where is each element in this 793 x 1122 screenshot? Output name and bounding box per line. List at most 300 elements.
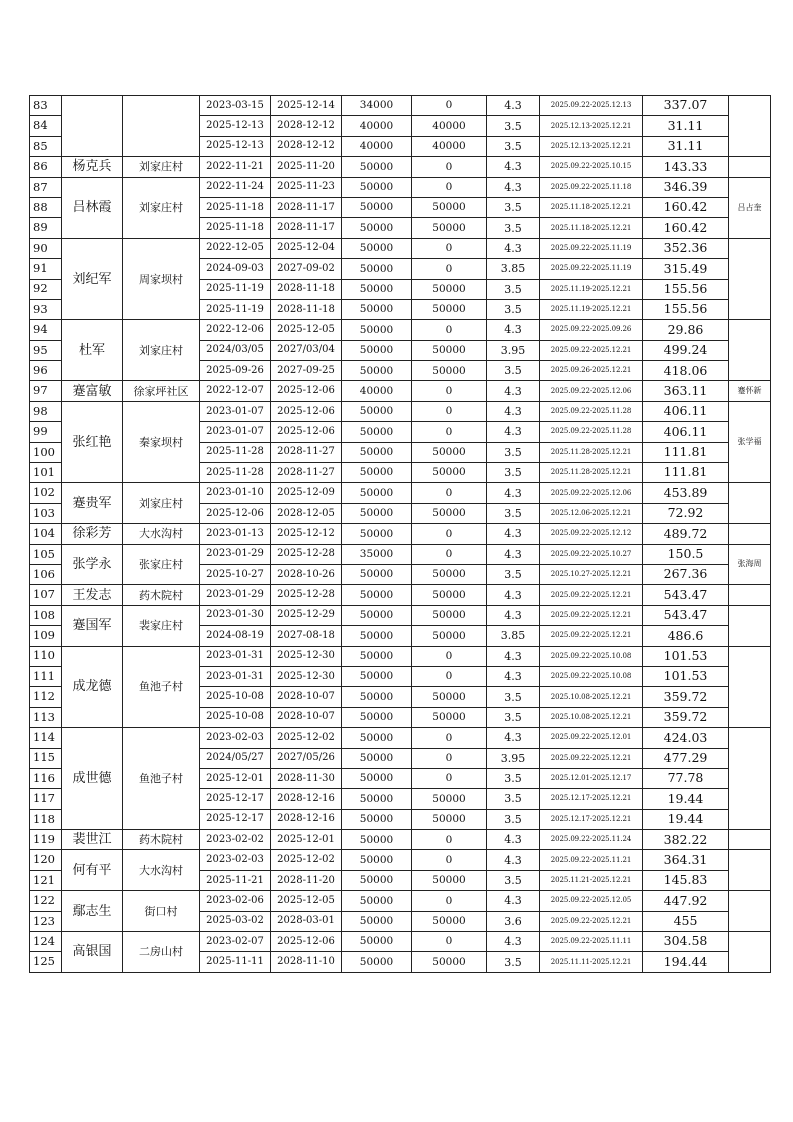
note-cell	[729, 96, 771, 157]
table-row	[30, 177, 771, 197]
loan-start-date-cell: 2023-02-03	[200, 728, 271, 748]
loan-start-date-cell: 2023-02-06	[200, 891, 271, 911]
loan-start-date-cell: 2024-08-19	[200, 626, 271, 646]
interest-period-cell: 2025.12.13-2025.12.21	[540, 136, 643, 156]
loan-balance-cell: 0	[412, 177, 487, 197]
loan-end-date-cell: 2025-12-02	[271, 850, 342, 870]
loan-balance-cell: 50000	[412, 503, 487, 523]
loan-balance-cell: 50000	[412, 279, 487, 299]
loan-amount-cell: 50000	[342, 870, 412, 890]
note-cell	[729, 850, 771, 891]
loan-amount-cell: 50000	[342, 157, 412, 177]
loan-balance-cell: 0	[412, 483, 487, 503]
loan-end-date-cell: 2025-12-30	[271, 666, 342, 686]
interest-amount-cell: 72.92	[643, 503, 729, 523]
loan-end-date-cell: 2028-12-12	[271, 136, 342, 156]
row-number-cell: 88	[30, 197, 62, 217]
interest-period-cell: 2025.12.17-2025.12.21	[540, 789, 643, 809]
borrower-name-cell: 张红艳	[62, 401, 123, 483]
loan-balance-cell: 0	[412, 891, 487, 911]
row-number-cell: 114	[30, 728, 62, 748]
borrower-name-cell: 王发志	[62, 585, 123, 605]
loan-end-date-cell: 2028-11-17	[271, 197, 342, 217]
loan-balance-cell: 50000	[412, 585, 487, 605]
row-number-cell: 119	[30, 830, 62, 850]
interest-period-cell: 2025.11.18-2025.12.21	[540, 218, 643, 238]
interest-rate-cell: 4.3	[487, 850, 540, 870]
table-row	[30, 483, 771, 503]
loan-amount-cell: 50000	[342, 442, 412, 462]
borrower-name-cell: 何有平	[62, 850, 123, 891]
borrower-name-cell: 徐彩芳	[62, 524, 123, 544]
interest-rate-cell: 3.5	[487, 136, 540, 156]
interest-amount-cell: 406.11	[643, 422, 729, 442]
loan-start-date-cell: 2025-11-28	[200, 442, 271, 462]
village-cell: 秦家坝村	[123, 401, 200, 483]
table-row	[30, 932, 771, 952]
interest-period-cell: 2025.09.22-2025.10.15	[540, 157, 643, 177]
row-number-cell: 108	[30, 605, 62, 625]
interest-period-cell: 2025.09.22-2025.12.05	[540, 891, 643, 911]
loan-start-date-cell: 2023-01-31	[200, 666, 271, 686]
loan-balance-cell: 50000	[412, 952, 487, 972]
loan-start-date-cell: 2022-11-21	[200, 157, 271, 177]
loan-balance-cell: 0	[412, 850, 487, 870]
interest-amount-cell: 453.89	[643, 483, 729, 503]
interest-period-cell: 2025.09.22-2025.12.21	[540, 340, 643, 360]
loan-start-date-cell: 2025-11-19	[200, 299, 271, 319]
loan-end-date-cell: 2027/05/26	[271, 748, 342, 768]
loan-start-date-cell: 2025-11-18	[200, 218, 271, 238]
borrower-name-cell: 杨克兵	[62, 157, 123, 177]
interest-amount-cell: 150.5	[643, 544, 729, 564]
borrower-name-cell	[62, 96, 123, 157]
interest-period-cell: 2025.09.22-2025.12.06	[540, 381, 643, 401]
loan-amount-cell: 50000	[342, 585, 412, 605]
interest-rate-cell: 3.5	[487, 789, 540, 809]
village-cell: 药木院村	[123, 585, 200, 605]
loan-amount-cell: 50000	[342, 646, 412, 666]
row-number-cell: 87	[30, 177, 62, 197]
note-cell	[729, 320, 771, 381]
note-cell	[729, 830, 771, 850]
interest-amount-cell: 359.72	[643, 707, 729, 727]
interest-rate-cell: 3.95	[487, 748, 540, 768]
loan-balance-cell: 50000	[412, 299, 487, 319]
village-cell: 裴家庄村	[123, 605, 200, 646]
interest-period-cell: 2025.09.22-2025.11.19	[540, 238, 643, 258]
loan-start-date-cell: 2025-10-08	[200, 687, 271, 707]
row-number-cell: 92	[30, 279, 62, 299]
loan-amount-cell: 50000	[342, 932, 412, 952]
row-number-cell: 100	[30, 442, 62, 462]
borrower-name-cell: 成世德	[62, 728, 123, 830]
interest-period-cell: 2025.09.22-2025.11.28	[540, 422, 643, 442]
row-number-cell: 109	[30, 626, 62, 646]
loan-amount-cell: 50000	[342, 789, 412, 809]
loan-start-date-cell: 2025-12-17	[200, 809, 271, 829]
interest-amount-cell: 489.72	[643, 524, 729, 544]
interest-period-cell: 2025.09.22-2025.11.19	[540, 259, 643, 279]
interest-amount-cell: 143.33	[643, 157, 729, 177]
interest-amount-cell: 486.6	[643, 626, 729, 646]
loan-amount-cell: 50000	[342, 564, 412, 584]
row-number-cell: 86	[30, 157, 62, 177]
row-number-cell: 84	[30, 116, 62, 136]
village-cell: 刘家庄村	[123, 177, 200, 238]
loan-start-date-cell: 2025-12-06	[200, 503, 271, 523]
interest-amount-cell: 101.53	[643, 646, 729, 666]
interest-period-cell: 2025.09.22-2025.11.28	[540, 401, 643, 421]
table-row	[30, 96, 771, 116]
interest-amount-cell: 19.44	[643, 809, 729, 829]
village-cell: 周家坝村	[123, 238, 200, 320]
interest-rate-cell: 4.3	[487, 728, 540, 748]
interest-period-cell: 2025.11.19-2025.12.21	[540, 299, 643, 319]
loan-interest-table	[29, 95, 771, 973]
interest-amount-cell: 160.42	[643, 197, 729, 217]
interest-amount-cell: 363.11	[643, 381, 729, 401]
interest-amount-cell: 160.42	[643, 218, 729, 238]
loan-balance-cell: 50000	[412, 361, 487, 381]
interest-amount-cell: 155.56	[643, 299, 729, 319]
loan-amount-cell: 50000	[342, 830, 412, 850]
loan-end-date-cell: 2025-12-06	[271, 422, 342, 442]
loan-amount-cell: 50000	[342, 605, 412, 625]
row-number-cell: 115	[30, 748, 62, 768]
interest-rate-cell: 4.3	[487, 381, 540, 401]
row-number-cell: 123	[30, 911, 62, 931]
interest-amount-cell: 31.11	[643, 116, 729, 136]
interest-rate-cell: 4.3	[487, 96, 540, 116]
loan-start-date-cell: 2025-12-01	[200, 768, 271, 788]
borrower-name-cell: 成龙德	[62, 646, 123, 728]
loan-end-date-cell: 2028-03-01	[271, 911, 342, 931]
loan-end-date-cell: 2025-12-06	[271, 932, 342, 952]
interest-rate-cell: 3.5	[487, 503, 540, 523]
row-number-cell: 117	[30, 789, 62, 809]
loan-amount-cell: 50000	[342, 891, 412, 911]
loan-start-date-cell: 2024-09-03	[200, 259, 271, 279]
interest-rate-cell: 4.3	[487, 483, 540, 503]
village-cell: 刘家庄村	[123, 157, 200, 177]
loan-amount-cell: 50000	[342, 401, 412, 421]
loan-end-date-cell: 2025-12-05	[271, 891, 342, 911]
interest-period-cell: 2025.12.01-2025.12.17	[540, 768, 643, 788]
interest-rate-cell: 3.5	[487, 116, 540, 136]
interest-rate-cell: 4.3	[487, 932, 540, 952]
loan-end-date-cell: 2027/03/04	[271, 340, 342, 360]
interest-amount-cell: 145.83	[643, 870, 729, 890]
loan-amount-cell: 50000	[342, 768, 412, 788]
loan-balance-cell: 40000	[412, 116, 487, 136]
loan-start-date-cell: 2025-12-17	[200, 789, 271, 809]
note-cell	[729, 483, 771, 524]
loan-amount-cell: 50000	[342, 666, 412, 686]
loan-balance-cell: 0	[412, 401, 487, 421]
loan-balance-cell: 50000	[412, 687, 487, 707]
loan-start-date-cell: 2025-03-02	[200, 911, 271, 931]
loan-end-date-cell: 2028-11-27	[271, 442, 342, 462]
interest-period-cell: 2025.09.22-2025.12.21	[540, 748, 643, 768]
interest-period-cell: 2025.11.21-2025.12.21	[540, 870, 643, 890]
village-cell	[123, 96, 200, 157]
interest-amount-cell: 111.81	[643, 463, 729, 483]
interest-rate-cell: 4.3	[487, 238, 540, 258]
table-row	[30, 524, 771, 544]
loan-start-date-cell: 2025-11-19	[200, 279, 271, 299]
loan-balance-cell: 0	[412, 768, 487, 788]
loan-balance-cell: 50000	[412, 442, 487, 462]
interest-period-cell: 2025.09.22-2025.12.21	[540, 585, 643, 605]
interest-rate-cell: 4.3	[487, 524, 540, 544]
loan-balance-cell: 0	[412, 96, 487, 116]
interest-period-cell: 2025.09.26-2025.12.21	[540, 361, 643, 381]
borrower-name-cell: 鄢志生	[62, 891, 123, 932]
loan-amount-cell: 34000	[342, 96, 412, 116]
row-number-cell: 90	[30, 238, 62, 258]
loan-amount-cell: 50000	[342, 279, 412, 299]
interest-amount-cell: 364.31	[643, 850, 729, 870]
interest-rate-cell: 4.3	[487, 666, 540, 686]
loan-start-date-cell: 2025-12-13	[200, 136, 271, 156]
loan-amount-cell: 50000	[342, 238, 412, 258]
interest-period-cell: 2025.12.06-2025.12.21	[540, 503, 643, 523]
borrower-name-cell: 蹇贵军	[62, 483, 123, 524]
interest-rate-cell: 4.3	[487, 544, 540, 564]
interest-period-cell: 2025.09.22-2025.11.11	[540, 932, 643, 952]
table-row	[30, 157, 771, 177]
loan-balance-cell: 0	[412, 259, 487, 279]
loan-start-date-cell: 2023-01-10	[200, 483, 271, 503]
row-number-cell: 120	[30, 850, 62, 870]
loan-balance-cell: 0	[412, 748, 487, 768]
loan-balance-cell: 0	[412, 320, 487, 340]
borrower-name-cell: 蹇国军	[62, 605, 123, 646]
row-number-cell: 102	[30, 483, 62, 503]
row-number-cell: 89	[30, 218, 62, 238]
loan-end-date-cell: 2028-11-18	[271, 279, 342, 299]
loan-end-date-cell: 2025-12-28	[271, 585, 342, 605]
interest-period-cell: 2025.11.11-2025.12.21	[540, 952, 643, 972]
interest-rate-cell: 4.3	[487, 891, 540, 911]
note-cell	[729, 524, 771, 544]
table-row	[30, 238, 771, 258]
row-number-cell: 97	[30, 381, 62, 401]
table-row	[30, 320, 771, 340]
interest-rate-cell: 3.5	[487, 870, 540, 890]
row-number-cell: 105	[30, 544, 62, 564]
loan-end-date-cell: 2025-12-01	[271, 830, 342, 850]
village-cell: 刘家庄村	[123, 483, 200, 524]
row-number-cell: 121	[30, 870, 62, 890]
interest-period-cell: 2025.09.22-2025.12.06	[540, 483, 643, 503]
interest-amount-cell: 499.24	[643, 340, 729, 360]
loan-end-date-cell: 2025-12-05	[271, 320, 342, 340]
loan-amount-cell: 40000	[342, 381, 412, 401]
interest-amount-cell: 406.11	[643, 401, 729, 421]
interest-period-cell: 2025.09.22-2025.12.12	[540, 524, 643, 544]
loan-start-date-cell: 2024/05/27	[200, 748, 271, 768]
loan-amount-cell: 50000	[342, 748, 412, 768]
interest-period-cell: 2025.09.22-2025.12.13	[540, 96, 643, 116]
loan-end-date-cell: 2028-12-16	[271, 809, 342, 829]
interest-rate-cell: 3.5	[487, 299, 540, 319]
loan-start-date-cell: 2025-11-28	[200, 463, 271, 483]
loan-balance-cell: 0	[412, 728, 487, 748]
loan-balance-cell: 0	[412, 666, 487, 686]
row-number-cell: 98	[30, 401, 62, 421]
loan-amount-cell: 50000	[342, 626, 412, 646]
interest-amount-cell: 304.58	[643, 932, 729, 952]
village-cell: 大水沟村	[123, 850, 200, 891]
village-cell: 张家庄村	[123, 544, 200, 585]
loan-start-date-cell: 2023-02-03	[200, 850, 271, 870]
loan-end-date-cell: 2025-12-30	[271, 646, 342, 666]
interest-period-cell: 2025.09.22-2025.12.01	[540, 728, 643, 748]
interest-rate-cell: 4.3	[487, 605, 540, 625]
loan-end-date-cell: 2027-08-18	[271, 626, 342, 646]
loan-amount-cell: 50000	[342, 483, 412, 503]
loan-start-date-cell: 2023-03-15	[200, 96, 271, 116]
interest-rate-cell: 3.5	[487, 361, 540, 381]
loan-start-date-cell: 2023-01-29	[200, 585, 271, 605]
interest-amount-cell: 543.47	[643, 605, 729, 625]
interest-rate-cell: 4.3	[487, 320, 540, 340]
loan-balance-cell: 0	[412, 646, 487, 666]
loan-amount-cell: 40000	[342, 136, 412, 156]
loan-start-date-cell: 2024/03/05	[200, 340, 271, 360]
interest-period-cell: 2025.09.22-2025.12.21	[540, 626, 643, 646]
interest-rate-cell: 3.5	[487, 707, 540, 727]
interest-amount-cell: 31.11	[643, 136, 729, 156]
row-number-cell: 96	[30, 361, 62, 381]
loan-start-date-cell: 2022-12-05	[200, 238, 271, 258]
loan-start-date-cell: 2023-01-29	[200, 544, 271, 564]
loan-balance-cell: 50000	[412, 911, 487, 931]
village-cell: 鱼池子村	[123, 646, 200, 728]
table-row	[30, 381, 771, 401]
interest-period-cell: 2025.11.28-2025.12.21	[540, 463, 643, 483]
note-cell: 蹇怀新	[729, 381, 771, 401]
borrower-name-cell: 杜军	[62, 320, 123, 381]
interest-amount-cell: 543.47	[643, 585, 729, 605]
interest-rate-cell: 3.5	[487, 952, 540, 972]
interest-rate-cell: 3.85	[487, 259, 540, 279]
interest-period-cell: 2025.12.13-2025.12.21	[540, 116, 643, 136]
loan-balance-cell: 0	[412, 157, 487, 177]
interest-amount-cell: 477.29	[643, 748, 729, 768]
loan-balance-cell: 50000	[412, 218, 487, 238]
loan-start-date-cell: 2022-11-24	[200, 177, 271, 197]
interest-amount-cell: 352.36	[643, 238, 729, 258]
interest-amount-cell: 29.86	[643, 320, 729, 340]
loan-end-date-cell: 2025-12-29	[271, 605, 342, 625]
interest-amount-cell: 267.36	[643, 564, 729, 584]
loan-end-date-cell: 2025-12-09	[271, 483, 342, 503]
table-row	[30, 401, 771, 421]
loan-start-date-cell: 2023-02-02	[200, 830, 271, 850]
loan-amount-cell: 50000	[342, 463, 412, 483]
interest-period-cell: 2025.11.28-2025.12.21	[540, 442, 643, 462]
note-cell: 张海周	[729, 544, 771, 585]
interest-rate-cell: 3.85	[487, 626, 540, 646]
interest-amount-cell: 455	[643, 911, 729, 931]
interest-amount-cell: 337.07	[643, 96, 729, 116]
interest-rate-cell: 4.3	[487, 401, 540, 421]
interest-period-cell: 2025.09.22-2025.12.21	[540, 911, 643, 931]
note-cell	[729, 157, 771, 177]
note-cell	[729, 728, 771, 830]
row-number-cell: 111	[30, 666, 62, 686]
interest-rate-cell: 3.5	[487, 809, 540, 829]
loan-start-date-cell: 2025-11-21	[200, 870, 271, 890]
loan-amount-cell: 35000	[342, 544, 412, 564]
loan-balance-cell: 50000	[412, 605, 487, 625]
loan-amount-cell: 50000	[342, 197, 412, 217]
loan-end-date-cell: 2025-12-14	[271, 96, 342, 116]
loan-end-date-cell: 2025-12-06	[271, 401, 342, 421]
interest-rate-cell: 3.5	[487, 218, 540, 238]
note-cell: 张学福	[729, 401, 771, 483]
loan-balance-cell: 50000	[412, 564, 487, 584]
loan-start-date-cell: 2025-11-11	[200, 952, 271, 972]
loan-amount-cell: 50000	[342, 911, 412, 931]
loan-balance-cell: 50000	[412, 197, 487, 217]
loan-end-date-cell: 2027-09-02	[271, 259, 342, 279]
row-number-cell: 99	[30, 422, 62, 442]
loan-balance-cell: 50000	[412, 626, 487, 646]
loan-end-date-cell: 2025-12-28	[271, 544, 342, 564]
interest-period-cell: 2025.11.19-2025.12.21	[540, 279, 643, 299]
interest-period-cell: 2025.12.17-2025.12.21	[540, 809, 643, 829]
interest-rate-cell: 4.3	[487, 422, 540, 442]
loan-start-date-cell: 2022-12-06	[200, 320, 271, 340]
loan-amount-cell: 50000	[342, 728, 412, 748]
loan-start-date-cell: 2023-01-13	[200, 524, 271, 544]
interest-period-cell: 2025.09.22-2025.10.27	[540, 544, 643, 564]
borrower-name-cell: 蹇富敏	[62, 381, 123, 401]
interest-rate-cell: 3.5	[487, 279, 540, 299]
note-cell	[729, 646, 771, 728]
interest-period-cell: 2025.09.22-2025.10.08	[540, 646, 643, 666]
loan-end-date-cell: 2028-11-17	[271, 218, 342, 238]
interest-rate-cell: 4.3	[487, 177, 540, 197]
loan-end-date-cell: 2025-11-23	[271, 177, 342, 197]
interest-rate-cell: 3.95	[487, 340, 540, 360]
note-cell	[729, 605, 771, 646]
loan-amount-cell: 50000	[342, 422, 412, 442]
loan-end-date-cell: 2028-11-20	[271, 870, 342, 890]
row-number-cell: 112	[30, 687, 62, 707]
loan-amount-cell: 40000	[342, 116, 412, 136]
interest-amount-cell: 155.56	[643, 279, 729, 299]
row-number-cell: 116	[30, 768, 62, 788]
loan-balance-cell: 0	[412, 422, 487, 442]
interest-rate-cell: 3.6	[487, 911, 540, 931]
loan-start-date-cell: 2022-12-07	[200, 381, 271, 401]
table-row	[30, 544, 771, 564]
loan-start-date-cell: 2023-01-30	[200, 605, 271, 625]
loan-balance-cell: 50000	[412, 809, 487, 829]
interest-rate-cell: 4.3	[487, 830, 540, 850]
loan-amount-cell: 50000	[342, 218, 412, 238]
interest-rate-cell: 3.5	[487, 463, 540, 483]
loan-start-date-cell: 2025-10-27	[200, 564, 271, 584]
row-number-cell: 124	[30, 932, 62, 952]
table-row	[30, 585, 771, 605]
loan-end-date-cell: 2025-11-20	[271, 157, 342, 177]
